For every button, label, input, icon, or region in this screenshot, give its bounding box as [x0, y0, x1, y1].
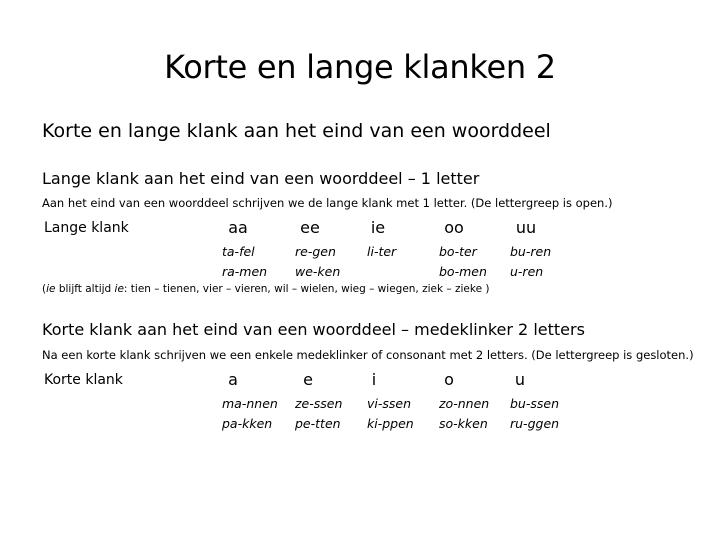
- long-example: bo-ter: [439, 244, 477, 259]
- short-example: pa-kken: [222, 416, 273, 431]
- long-letter-aa: aa: [228, 218, 248, 237]
- short-letter-a: a: [228, 370, 238, 389]
- long-vowel-subheading: Lange klank aan het eind van een woorddeel – 1 letter: [42, 169, 480, 188]
- section-heading: Korte en lange klank aan het eind van een woorddeel: [42, 120, 551, 142]
- short-example: pe-tten: [295, 416, 341, 431]
- long-letter-uu: uu: [515, 218, 537, 237]
- note-prefix: (: [42, 283, 47, 295]
- ie-note: [42, 283, 490, 295]
- short-example: ru-ggen: [510, 416, 560, 431]
- short-example: ma-nnen: [222, 396, 278, 411]
- short-example: so-kken: [439, 416, 488, 431]
- long-example: bo-men: [439, 264, 487, 279]
- long-letter-oo: oo: [444, 218, 464, 237]
- short-example: zo-nnen: [439, 396, 490, 411]
- note-ie: ie: [46, 283, 56, 295]
- long-example: li-ter: [367, 244, 397, 259]
- short-vowel-subheading: Korte klank aan het eind van een woorddeel – medeklinker 2 letters: [42, 320, 585, 339]
- long-example: re-gen: [295, 244, 336, 259]
- note-rest: : tien – tienen, vier – vieren, wil – wielen, wieg – wiegen, ziek – zieke ): [123, 283, 490, 295]
- long-letter-ee: ee: [300, 218, 320, 237]
- short-example: ki-ppen: [367, 416, 414, 431]
- short-vowel-rule: Na een korte klank schrijven we een enkele medeklinker of consonant met 2 letters. (De lettergreep is gesloten.): [42, 348, 694, 362]
- page-title: Korte en lange klanken 2: [164, 48, 556, 86]
- short-vowel-label: Korte klank: [44, 372, 123, 388]
- short-example: vi-ssen: [367, 396, 412, 411]
- short-letter-u: u: [514, 370, 526, 389]
- long-example: u-ren: [510, 264, 544, 279]
- long-example: ta-fel: [222, 244, 255, 259]
- short-example: bu-ssen: [510, 396, 560, 411]
- note-mid: blijft altijd: [55, 283, 115, 295]
- long-example: we-ken: [295, 264, 341, 279]
- long-vowel-label: Lange klank: [44, 220, 129, 236]
- short-example: ze-ssen: [295, 396, 343, 411]
- short-letter-i: i: [371, 370, 377, 389]
- short-letter-e: e: [303, 370, 313, 389]
- long-example: bu-ren: [510, 244, 552, 259]
- long-letter-ie: ie: [370, 218, 386, 237]
- long-vowel-rule: Aan het eind van een woorddeel schrijven we de lange klank met 1 letter. (De lettergreep is open.): [42, 196, 613, 210]
- note-ie-2: ie: [114, 283, 124, 295]
- short-letter-o: o: [444, 370, 454, 389]
- long-example: ra-men: [222, 264, 268, 279]
